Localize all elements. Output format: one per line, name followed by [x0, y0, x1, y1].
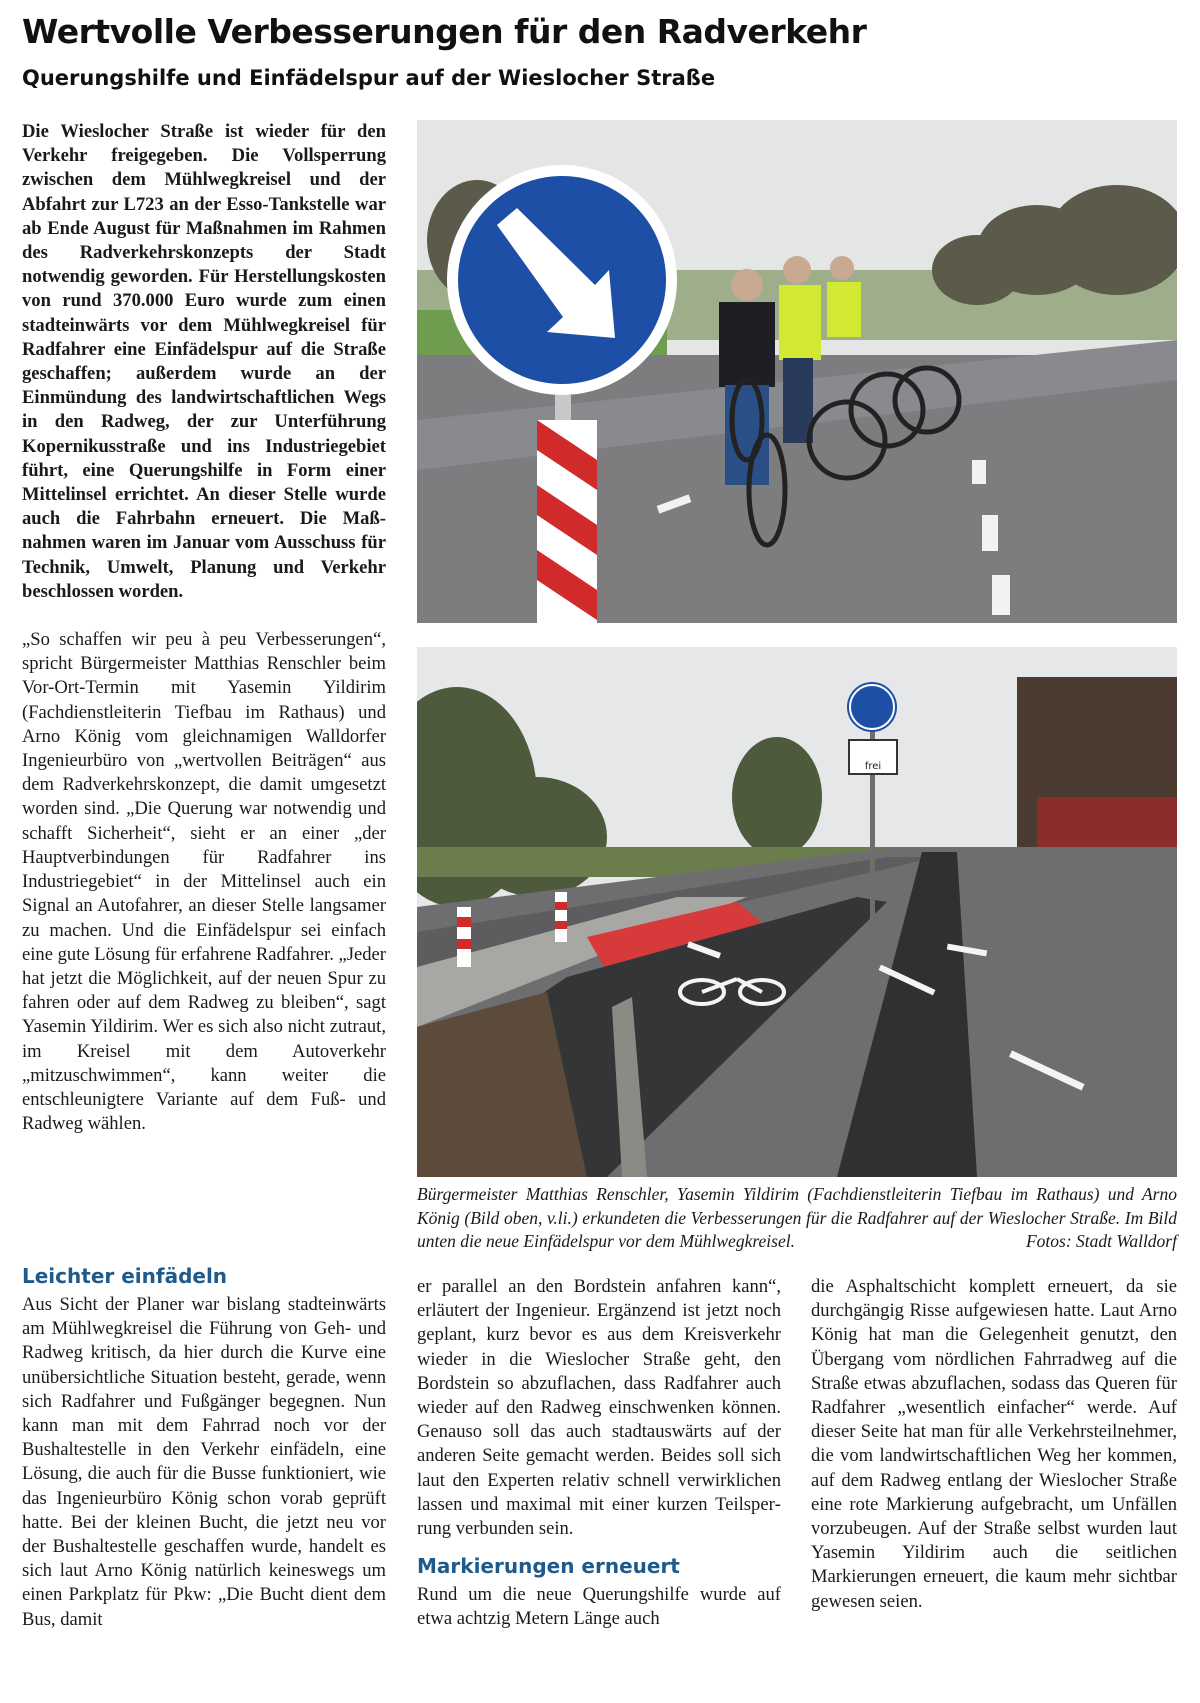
body-paragraph: er parallel an den Bordstein anfahren kann“, erläutert der Ingenieur. Ergänzend ist jetzt noch geplant, kurz bevor es aus dem Kreisverkehr wieder in die Wieslocher Straße geht, den Bordstein so abzuflachen, dass Radfahrer auch wieder auf den Radweg einschwenken können. Genauso soll das auch stadtauswärts auf der anderen Seite gemacht werden. Beides soll sich laut den Experten relativ schnell verwirklichen lassen und maximal mit einer kurzen Teilsperrung verbunden sein.	[417, 1276, 781, 1540]
caption-text: Bürgermeister Matthias Renschler, Yasemin Yildirim (Fachdienstleiterin Tiefbau im Rathaus) und Arno König (Bild oben, v.li.) erkundeten die Verbesserungen für die Radfahrer auf der Wieslocher Straße. Im Bild unten die neue Einfädelspur vor dem Mühlwegkreisel.	[417, 1184, 1177, 1251]
photo-bottom-merge-lane	[417, 647, 1177, 1177]
left-column-top	[22, 120, 386, 1136]
body-paragraph: „So schaffen wir peu à peu Verbesserungen“, spricht Bürgermeister Matthias Renschler beim Vor-Ort-Termin mit Yasemin Yildirim (Fachdienstleiterin Tiefbau im Rathaus) und Arno König vom gleichnamigen Walldorfer Ingenieurbüro von „wertvollen Beiträgen“ aus dem Radverkehrskonzept, die damit umgesetzt worden sind. „Die Querung war notwendig und schafft Sicherheit“, sieht er an einer „der Hauptverbindungen für Radfahrer ins Industriegebiet“ in der Mittelinsel auch ein Signal an Autofahrer, an dieser Stelle langsamer zu machen. Und die Einfädelspur sei einfach eine gute Lösung für erfahrene Radfahrer. „Jeder hat jetzt die Möglichkeit, auf der neuen Spur zu fahren oder auf dem Radweg zu bleiben“, sagt Yasemin Yildirim. Wer es sich also nicht zutraut, im Kreisel mit dem Autoverkehr „mitzuschwimmen“, kann weiter die entschleunigtere Variante auf dem Fuß- und Radweg wählen.	[22, 629, 386, 1135]
body-paragraph: die Asphaltschicht komplett erneuert, da sie durchgängig Risse aufgewiesen hatte. Laut Arno König hat man die Gelegenheit genutzt, den Übergang vom nördlichen Fahrradweg auf die Straße etwas abzuflachen, sodass das Queren für Radfahrer „wesentlich einfacher“ werde. Auf dieser Seite hat man für alle Verkehrsteilnehmer, die vom landwirtschaftlichen Weg her kommen, auf dem Radweg entlang der Wieslocher Straße eine rote Markierung aufgebracht, um Unfällen vorzubeugen. Auf der Straße selbst wurden laut Yasemin Yildirim auch die seitlichen Markierungen erneuert, die kaum mehr sichtbar gewesen seien.	[811, 1276, 1177, 1612]
subheadline: Querungshilfe und Einfädelspur auf der Wieslocher Straße	[22, 66, 716, 90]
middle-column	[417, 1275, 781, 1632]
body-paragraph: Rund um die neue Querungshilfe wurde auf etwa achtzig Metern Länge auch	[417, 1584, 781, 1630]
sign-frei-text: frei	[864, 761, 882, 772]
headline: Wertvolle Verbesserungen für den Radverkehr	[22, 12, 867, 51]
photo-credit: Fotos: Stadt Walldorf	[1025, 1231, 1177, 1251]
body-paragraph: Aus Sicht der Planer war bislang stadteinwärts am Mühlwegkreisel die Führung von Geh- und Radweg kritisch, da hier durch die Kurve eine unübersichtliche Situation besteht, gerade, wenn sich Radfahrer und Fußgänger begegnen. Nun kann man mit dem Fahrrad noch vor der Bushaltestelle in den Verkehr einfädeln, eine Lösung, die auch für die Busse funktioniert, wie das Ingenieurbüro König schon vorab geprüft hatte. Bei der kleinen Bucht, die jetzt neu vor der Bushaltestelle geschaffen wurde, handelt es sich laut Arno König natürlich keineswegs um einen Parkplatz für Pkw: „Die Bucht dient dem Bus, damit	[22, 1294, 386, 1630]
right-column	[811, 1275, 1177, 1614]
crosshead-markierungen-erneuert: Markierungen erneuert	[417, 1554, 680, 1579]
crosshead-leichter-einfaedeln: Leichter einfädeln	[22, 1264, 228, 1288]
photo-caption	[417, 1183, 1177, 1254]
lead-paragraph: Die Wieslocher Straße ist wieder für den Verkehr freigegeben. Die Vollsperrung zwischen dem Mühlwegkreisel und der Abfahrt zur L723 an der Esso-Tankstelle war ab Ende August für Maßnahmen im Rahmen des Radverkehrskonzepts der Stadt notwendig geworden. Für Herstellungskosten von rund 370.000 Euro wurde zum einen stadteinwärts vor dem Mühlwegkreisel für Radfahrer eine Einfädelspur auf die Straße geschaffen; außerdem wurde an der Einmündung des landwirtschaftlichen Wegs in den Radweg, der zur Unterführung Kopernikusstraße und ins Industriegebiet führt, eine Querungshilfe in Form einer Mittelinsel errichtet. An dieser Stelle wurde auch die Fahrbahn erneuert. Die Maßnahmen waren im Januar vom Ausschuss für Technik, Umwelt, Planung und Verkehr beschlossen worden.	[22, 121, 386, 602]
left-column-bottom	[22, 1263, 386, 1632]
photo-top-cyclists	[417, 120, 1177, 623]
